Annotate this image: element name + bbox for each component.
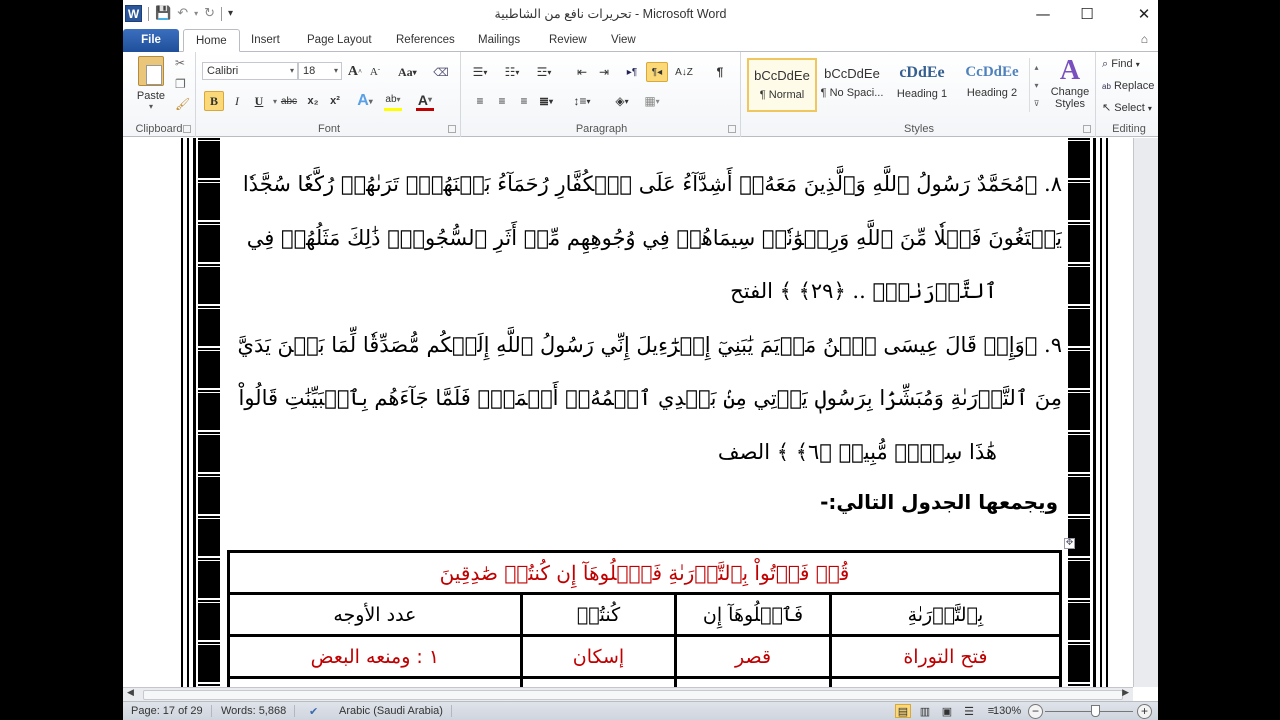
more-styles-icon[interactable]: ⊽: [1033, 98, 1040, 108]
paste-icon: [138, 56, 164, 86]
underline-button[interactable]: U: [254, 93, 264, 108]
scroll-down-icon[interactable]: ▾: [1034, 80, 1039, 90]
font-group-label: Font: [317, 123, 340, 135]
save-icon[interactable]: 💾: [155, 6, 172, 21]
replace-icon: ab: [1102, 82, 1111, 91]
align-right-button[interactable]: ≡: [520, 94, 528, 108]
horizontal-scroll-thumb[interactable]: [143, 690, 1123, 700]
word-app-icon[interactable]: W: [125, 5, 142, 22]
style-heading-2[interactable]: [957, 58, 1027, 112]
highlight-icon: ab: [385, 94, 397, 105]
maximize-button[interactable]: ☐: [1080, 5, 1094, 23]
scroll-up-icon[interactable]: ▴: [1034, 62, 1039, 72]
redo-icon[interactable]: ↻: [204, 6, 216, 21]
shrink-font-icon: A: [369, 66, 378, 78]
table-cell: فتح التوراة: [830, 636, 1060, 678]
ribbon-tabs: [123, 28, 1158, 52]
table-row: [229, 678, 1061, 688]
justify-button[interactable]: ≣ ▾: [538, 94, 554, 108]
copy-icon[interactable]: ❐: [175, 77, 186, 91]
vertical-scrollbar[interactable]: [1133, 138, 1158, 687]
font-group: [198, 52, 461, 137]
style-sample: bCcDdEe: [754, 68, 810, 83]
style-name: ¶ Normal: [759, 89, 805, 101]
grow-font-icon: A: [347, 64, 359, 79]
superscript-button[interactable]: x²: [330, 95, 340, 107]
table-cell: قصر: [676, 636, 831, 678]
clipboard-group-label: Clipboard: [135, 123, 183, 135]
zoom-slider-thumb[interactable]: [1091, 705, 1100, 717]
status-bar: [123, 701, 1158, 720]
ayah-line: هَٰذَا سِحۡرٞ مُّبِينٞ ﴿٦﴾ ﴾ الصف: [717, 440, 997, 464]
paragraph-launcher-icon[interactable]: [728, 125, 736, 133]
cursor-icon: ↖: [1102, 102, 1112, 114]
paste-label: Paste: [136, 90, 166, 102]
table-header-cell: كُنتُمۡ: [521, 594, 675, 636]
minimize-ribbon-icon[interactable]: ⌂: [1140, 32, 1148, 46]
change-styles-icon: A: [1059, 55, 1081, 86]
page-border-line: [1106, 138, 1108, 687]
page-border-zigzag: [198, 138, 220, 687]
numbering-button[interactable]: ☷ ▾: [504, 65, 520, 79]
styles-launcher-icon[interactable]: [1083, 125, 1091, 133]
shrink-font-button[interactable]: A ˇ: [369, 66, 381, 78]
font-color-icon: A: [417, 91, 429, 108]
editing-group: [1098, 52, 1158, 137]
strikethrough-button[interactable]: abc: [280, 95, 298, 107]
decrease-indent-button[interactable]: ⇤: [576, 65, 588, 79]
print-layout-icon[interactable]: ▤: [895, 704, 911, 718]
style-sample: CcDdEe: [965, 64, 1019, 80]
change-case-button[interactable]: Aa ▾: [398, 64, 417, 79]
styles-group: [743, 52, 1096, 137]
styles-gallery-scroll[interactable]: [1029, 58, 1043, 112]
ayah-line: يَبۡتَغُونَ فَضۡلٗا مِّنَ ٱللَّهِ وَرِضۡوَٰنٗاۖ سِيمَاهُمۡ فِي وُجُوهِهِم مِّنۡ أَثَرِ ٱلسُّجُودِۚ ذَٰلِكَ مَثَلُهُمۡ فِي: [246, 226, 1062, 250]
draft-icon[interactable]: ≡: [987, 705, 995, 717]
page-border-line: [181, 138, 183, 687]
paragraph-group: [463, 52, 741, 137]
scroll-right-icon[interactable]: ▶: [1122, 688, 1129, 698]
horizontal-scrollbar[interactable]: [123, 687, 1133, 701]
table-title-cell: قُلۡ فَأۡتُواْ بِٱلتَّوۡرَىٰةِ فَٱتۡلُوهَآ إِن كُنتُمۡ صَٰدِقِينَ: [229, 552, 1061, 594]
highlight-button[interactable]: ab ▾: [384, 91, 402, 111]
customize-qat-icon[interactable]: ▾: [228, 8, 234, 19]
table-cell: ١ : ومنعه البعض: [229, 636, 522, 678]
table-move-handle-icon[interactable]: ✥: [1065, 538, 1074, 548]
rtl-button[interactable]: ¶◂: [646, 62, 668, 82]
clipboard-group: [123, 52, 196, 137]
change-case-icon: Aa: [398, 64, 413, 79]
paste-dropdown-icon: ▾: [148, 102, 153, 111]
table-title-row: [229, 552, 1061, 594]
font-size-combo[interactable]: [298, 62, 342, 80]
table-cell: إسكان: [521, 636, 675, 678]
align-left-button[interactable]: ≡: [476, 94, 484, 108]
proofing-icon[interactable]: ✔: [309, 706, 319, 718]
chevron-down-icon: ▾: [333, 66, 338, 75]
chevron-down-icon: ▾: [289, 66, 294, 75]
readings-table: [227, 550, 1062, 687]
scroll-left-icon[interactable]: ◀: [127, 688, 134, 698]
change-styles-button[interactable]: [1047, 56, 1093, 110]
font-size-value: 18: [303, 65, 316, 77]
minimize-button[interactable]: —: [1035, 5, 1051, 23]
undo-dropdown-icon[interactable]: ▾: [194, 9, 199, 18]
zoom-slider-track[interactable]: [1045, 711, 1133, 712]
style-heading-1[interactable]: [887, 58, 957, 112]
document-page[interactable]: [123, 138, 1133, 687]
close-button[interactable]: ✕: [1137, 5, 1151, 23]
table-header-cell: بِٱلتَّوۡرَىٰةِ: [830, 594, 1060, 636]
zoom-out-button[interactable]: −: [1028, 704, 1043, 719]
align-center-button[interactable]: ≡: [498, 94, 506, 108]
multilevel-list-button[interactable]: ☲ ▾: [536, 65, 552, 79]
shading-button[interactable]: ◈ ▾: [615, 94, 629, 108]
section-heading: ويجمعها الجدول التالي:-: [820, 490, 1058, 514]
word-count[interactable]: Words: 5,868: [213, 705, 295, 717]
cut-icon[interactable]: ✂: [175, 56, 186, 70]
ayah-line: مِنَ ٱلتَّوۡرَىٰةِ وَمُبَشِّرَۢا بِرَسُولٖ يَأۡتِي مِنۢ بَعۡدِي ٱسۡمُهُۥٓ أَحۡمَدُۖ فَلَمَّا جَآءَهُم بِٱلۡبَيِّنَٰتِ قَالُواْ: [238, 386, 1062, 410]
font-color-button[interactable]: A ▾: [416, 91, 434, 111]
tab-mailings[interactable]: Mailings: [478, 34, 521, 46]
view-buttons: [895, 704, 999, 718]
text-effects-button[interactable]: A ▾: [357, 92, 373, 109]
table-header-cell: فَٱتۡلُوهَآ إِن: [676, 594, 831, 636]
zoom-level[interactable]: 130%: [993, 705, 1022, 717]
word-window: [123, 0, 1158, 720]
font-name-combo[interactable]: [202, 62, 298, 80]
paste-button[interactable]: [131, 56, 171, 111]
find-label: Find: [1111, 58, 1133, 70]
format-painter-icon[interactable]: 🖌: [175, 97, 191, 111]
table-row: [229, 636, 1061, 678]
table-cell: [229, 678, 522, 688]
table-cell: [521, 678, 675, 688]
document-area: [123, 138, 1158, 687]
replace-button[interactable]: [1102, 80, 1154, 92]
styles-group-label: Styles: [904, 123, 934, 135]
ltr-button[interactable]: ▸¶: [626, 66, 638, 78]
show-marks-button[interactable]: ¶: [716, 65, 724, 79]
font-name-value: Calibri: [207, 65, 239, 77]
undo-icon[interactable]: ↶: [177, 6, 189, 21]
clipboard-launcher-icon[interactable]: [183, 125, 191, 133]
language-indicator[interactable]: Arabic (Saudi Arabia): [333, 705, 452, 717]
tab-view[interactable]: View: [611, 34, 636, 46]
clear-formatting-icon[interactable]: ⌫: [433, 66, 449, 79]
sort-button[interactable]: A↓Z: [675, 66, 693, 78]
style-normal[interactable]: [747, 58, 817, 112]
increase-indent-button[interactable]: ⇥: [598, 65, 610, 79]
zoom-in-button[interactable]: +: [1137, 704, 1152, 719]
bullets-button[interactable]: ☰ ▾: [472, 65, 488, 79]
select-label: Select: [1114, 102, 1145, 114]
page-border-line: [187, 138, 189, 687]
text-effects-icon: A: [357, 92, 369, 109]
title-bar: [123, 0, 1158, 28]
tab-references[interactable]: References: [396, 34, 455, 46]
editing-group-label: Editing: [1112, 123, 1146, 135]
style-sample: cDdEe: [899, 64, 945, 81]
page-count[interactable]: Page: 17 of 29: [123, 705, 212, 717]
subscript-button[interactable]: x₂: [307, 95, 319, 107]
grow-font-button[interactable]: A ^: [347, 64, 363, 79]
line-spacing-button[interactable]: ↕≡ ▾: [573, 94, 591, 108]
page-border-zigzag: [1068, 138, 1090, 687]
table-cell: [830, 678, 1060, 688]
underline-dropdown-icon[interactable]: ▾: [272, 96, 277, 106]
page-border-line: [193, 138, 196, 687]
find-button[interactable]: ⌕ Find ▾: [1102, 58, 1140, 70]
style-sample: bCcDdEe: [824, 66, 880, 81]
paragraph-group-label: Paragraph: [575, 123, 628, 135]
replace-label: Replace: [1113, 80, 1155, 92]
outline-icon[interactable]: ☰: [964, 705, 974, 718]
table-cell: [676, 678, 831, 688]
window-title: تحريرات نافع من الشاطبية - Microsoft Word: [494, 7, 727, 21]
web-layout-icon[interactable]: ▣: [941, 705, 953, 718]
full-screen-reading-icon[interactable]: ▥: [919, 705, 931, 718]
table-header-row: [229, 594, 1061, 636]
ayah-line: ٩. ﴿وَإِذۡ قَالَ عِيسَى ٱبۡنُ مَرۡيَمَ يَٰبَنِيٓ إِسۡرَٰٓءِيلَ إِنِّي رَسُولُ ٱللَّهِ إِلَيۡكُم مُّصَدِّقٗا لِّمَا بَيۡنَ يَدَيَّ: [237, 333, 1062, 357]
style-no-spacing[interactable]: [817, 58, 887, 112]
style-name: Heading 1: [896, 88, 948, 100]
bold-button[interactable]: B: [204, 91, 224, 111]
ribbon: [123, 52, 1158, 137]
change-styles-label: Change Styles: [1050, 86, 1090, 110]
page-border-line: [1100, 138, 1102, 687]
italic-button[interactable]: I: [235, 93, 239, 108]
style-name: ¶ No Spaci...: [820, 87, 884, 99]
tab-page-layout[interactable]: Page Layout: [307, 34, 372, 46]
font-launcher-icon[interactable]: [448, 125, 456, 133]
tab-insert[interactable]: Insert: [251, 34, 280, 46]
ayah-line: ٨. ﴿مُحَمَّدٌ رَسُولُ ٱللَّهِ وَٱلَّذِينَ مَعَهُۥٓ أَشِدَّآءُ عَلَى ٱلۡكُفَّارِ رُحَمَآءُ بَيۡنَهُمۡۖ تَرَىٰهُمۡ رُكَّعٗا سُجَّدٗا: [242, 172, 1062, 196]
table-header-cell: عدد الأوجه: [229, 594, 522, 636]
binoculars-icon: ⌕: [1102, 58, 1109, 70]
ayah-line: ٱلتَّوۡرَىٰةِۚ .. ﴿٢٩﴾ ﴾ الفتح: [730, 279, 997, 303]
tab-file[interactable]: File: [123, 29, 179, 52]
style-name: Heading 2: [966, 87, 1018, 99]
tab-review[interactable]: Review: [549, 34, 587, 46]
tab-home[interactable]: Home: [183, 29, 240, 52]
select-button[interactable]: ↖ Select ▾: [1102, 102, 1152, 114]
borders-button[interactable]: ▦ ▾: [644, 94, 660, 108]
page-border-line: [1093, 138, 1096, 687]
